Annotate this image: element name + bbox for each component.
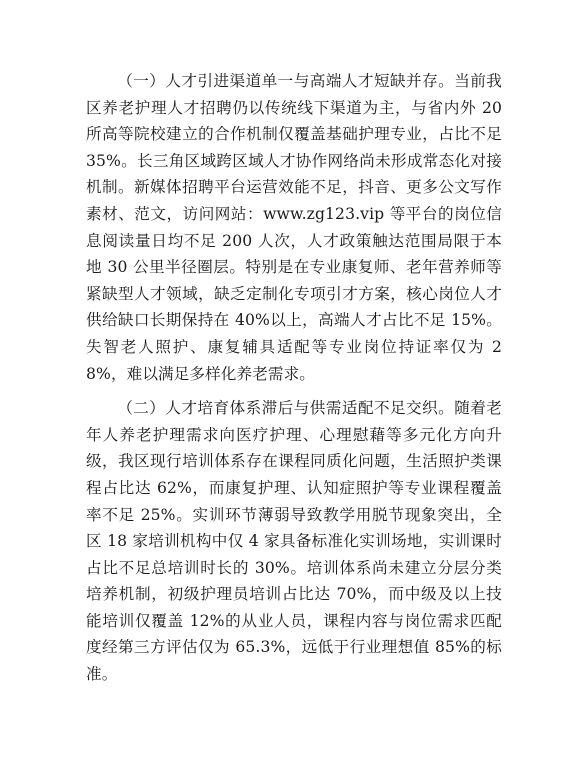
paragraph-talent-training: （二）人才培育体系滞后与供需适配不足交织。随着老年人养老护理需求向医疗护理、心理慰藉等多元化方向升级，我区现行培训体系存在课程同质化问题，生活照护类课程占比达 62%，而康复护理、认知症照护等专业课程覆盖率不足 25%。实训环节薄弱导致教学用脱节现象突出，全区 18 家培训机构中仅 4 家具备标准化实训场地，实训课时占比不足总培训时长的 30%。培训体系尚未建立分层分类培养机制，初级护理员培训占比达 70%，而中级及以上技能培训仅覆盖 12%的从业人员，课程内容与岗位需求匹配度经第三方评估仅为 65.3%，远低于行业理想值 85%的标准。 bbox=[86, 399, 502, 684]
document-body bbox=[86, 68, 502, 688]
paragraph-talent-recruitment: （一）人才引进渠道单一与高端人才短缺并存。当前我区养老护理人才招聘仍以传统线下渠道为主，与省内外 20 所高等院校建立的合作机制仅覆盖基础护理专业，占比不足 35%。长三角区域跨区域人才协作网络尚未形成常态化对接机制。新媒体招聘平台运营效能不足，抖音、更多公文写作素材、范文，访问网站：www.zg123.vip 等平台的岗位信息阅读量日均不足 200 人次，人才政策触达范围局限于本地 30 公里半径圈层。特别是在专业康复师、老年营养师等紧缺型人才领域，缺乏定制化专项引才方案，核心岗位人才供给缺口长期保持在 40%以上，高端人才占比不足 15%。失智老人照护、康复辅具适配等专业岗位持证率仅为 28%，难以满足多样化养老需求。 bbox=[86, 72, 502, 383]
